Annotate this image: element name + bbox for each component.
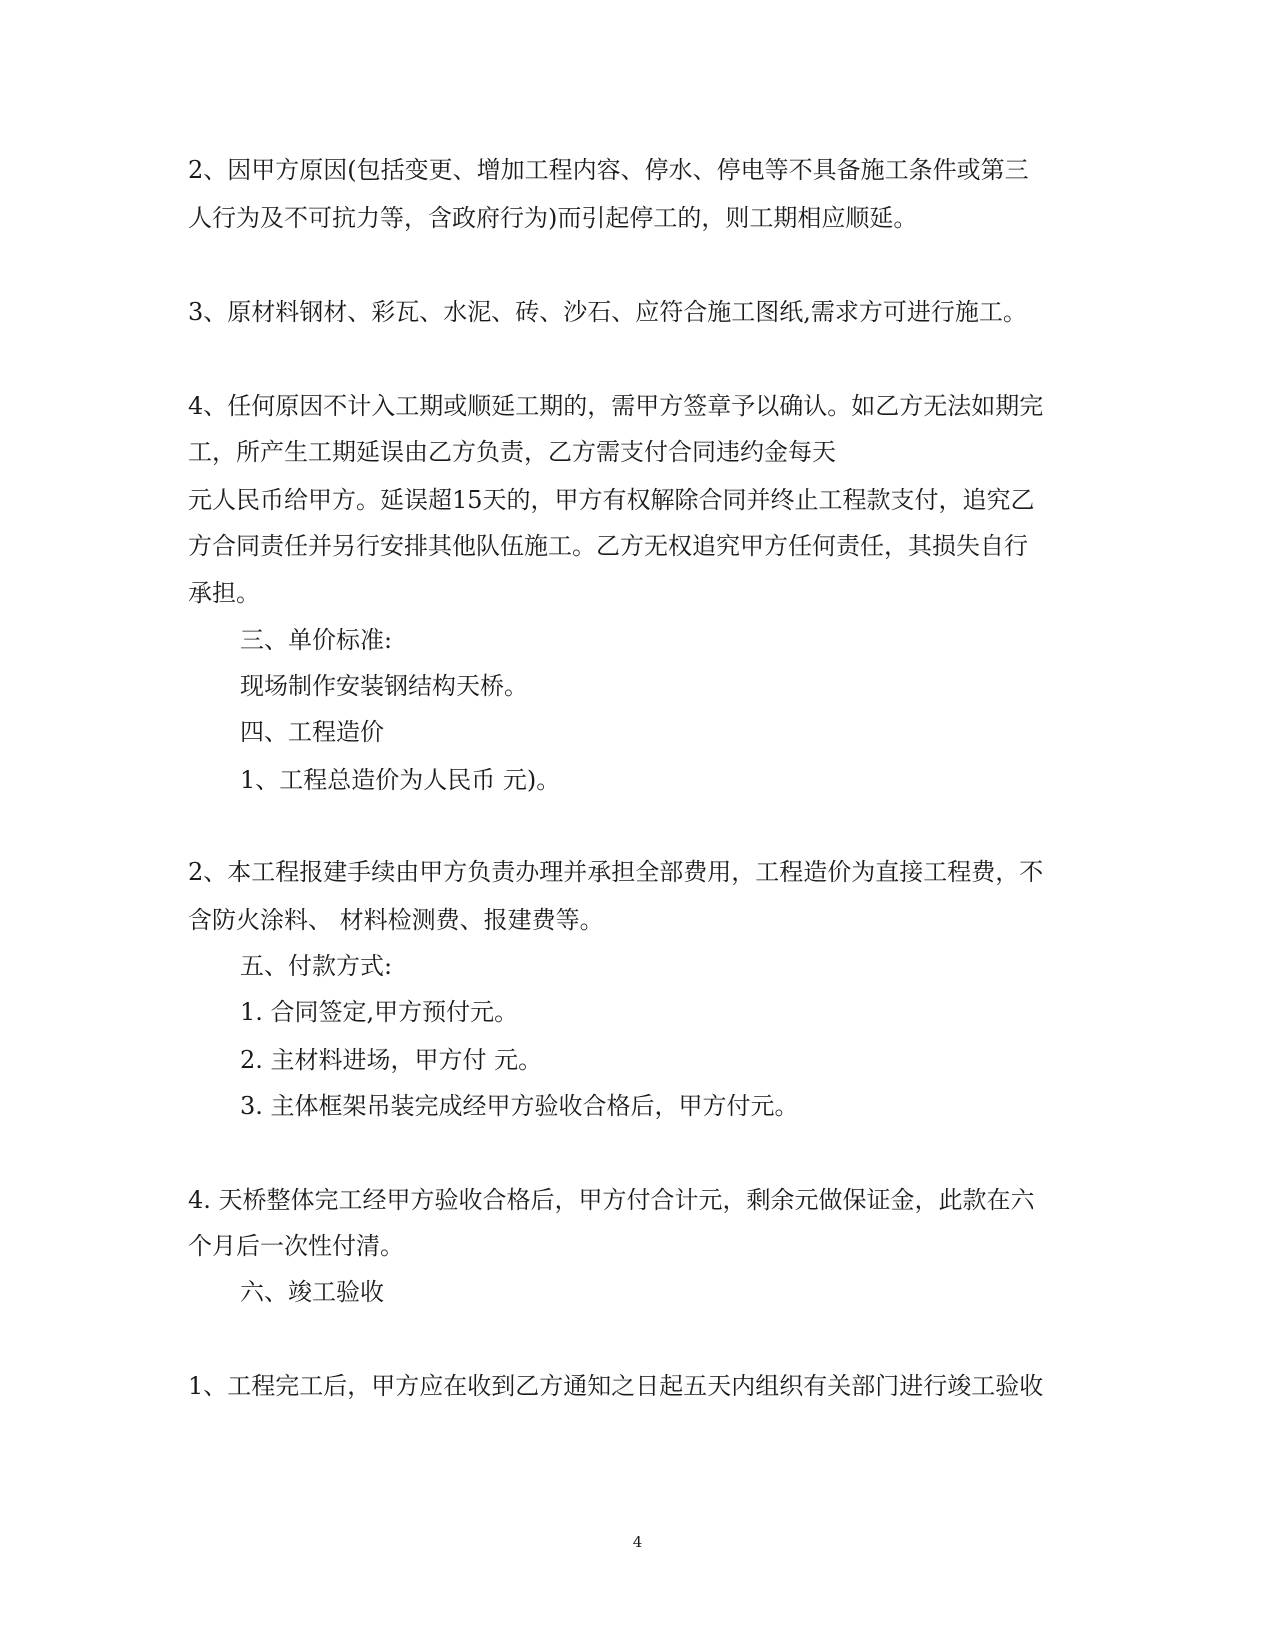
paragraph-line: 2、本工程报建手续由甲方负责办理并承担全部费用，工程造价为直接工程费，不	[188, 858, 1044, 886]
section-heading: 六、竣工验收	[240, 1278, 384, 1306]
paragraph-line: 方合同责任并另行安排其他队伍施工。乙方无权追究甲方任何责任，其损失自行	[188, 532, 1028, 560]
paragraph-line: 3. 主体框架吊装完成经甲方验收合格后，甲方付元。	[240, 1092, 799, 1120]
section-heading: 五、付款方式:	[240, 952, 393, 980]
paragraph-line: 1. 合同签定,甲方预付元。	[240, 998, 519, 1026]
paragraph-line: 个月后一次性付清。	[188, 1232, 404, 1260]
paragraph-line: 1、工程总造价为人民币 元)。	[240, 766, 561, 794]
paragraph-line: 4. 天桥整体完工经甲方验收合格后，甲方付合计元，剩余元做保证金，此款在六	[188, 1186, 1035, 1214]
paragraph-line: 含防火涂料、 材料检测费、报建费等。	[188, 906, 604, 934]
section-heading: 三、单价标准:	[240, 626, 393, 654]
paragraph-line: 4、任何原因不计入工期或顺延工期的，需甲方签章予以确认。如乙方无法如期完	[188, 392, 1044, 420]
section-heading: 四、工程造价	[240, 718, 384, 746]
paragraph-line: 工，所产生工期延误由乙方负责，乙方需支付合同违约金每天	[188, 438, 836, 466]
paragraph-line: 2. 主材料进场，甲方付 元。	[240, 1046, 543, 1074]
paragraph-line: 1、工程完工后，甲方应在收到乙方通知之日起五天内组织有关部门进行竣工验收	[188, 1372, 1044, 1400]
paragraph-line: 元人民币给甲方。延误超15天的，甲方有权解除合同并终止工程款支付，追究乙	[188, 486, 1035, 514]
paragraph-line: 现场制作安装钢结构天桥。	[240, 672, 528, 700]
paragraph-line: 承担。	[188, 579, 260, 607]
paragraph-line: 2、因甲方原因(包括变更、增加工程内容、停水、停电等不具备施工条件或第三	[188, 156, 1029, 184]
paragraph-line: 3、原材料钢材、彩瓦、水泥、砖、沙石、应符合施工图纸,需求方可进行施工。	[188, 298, 1027, 326]
paragraph-line: 人行为及不可抗力等，含政府行为)而引起停工的，则工期相应顺延。	[188, 204, 918, 232]
page-number: 4	[632, 1533, 643, 1551]
